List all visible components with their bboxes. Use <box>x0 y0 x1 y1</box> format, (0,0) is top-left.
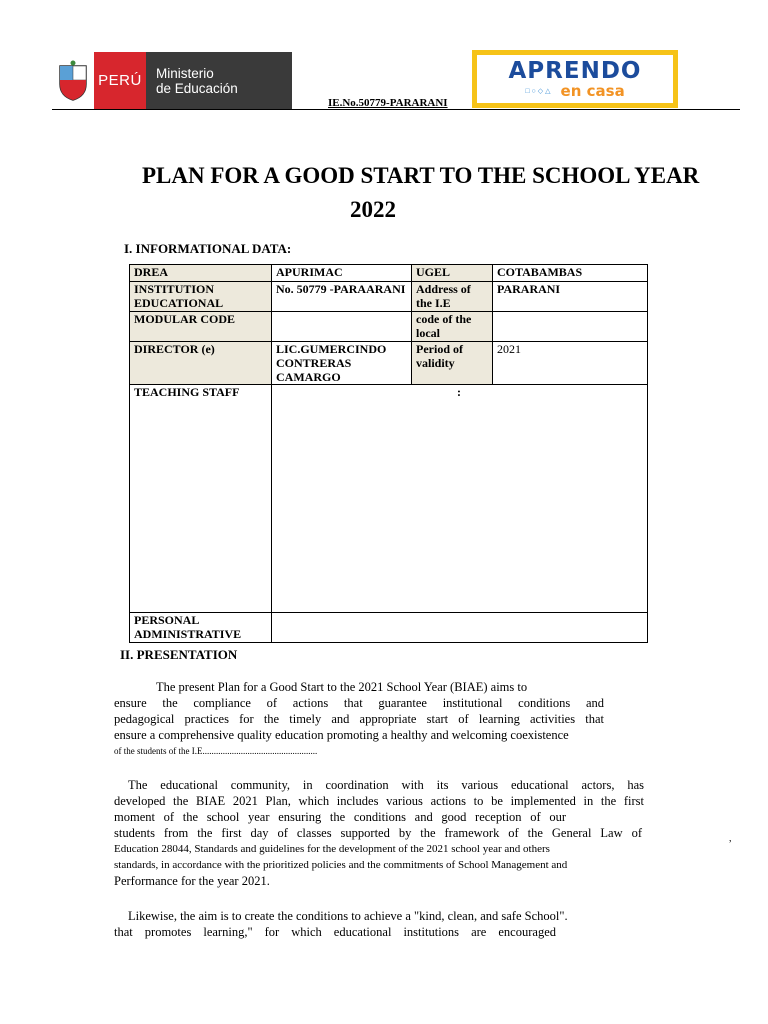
address-value: PARARANI <box>493 282 648 312</box>
table-row <box>130 282 648 312</box>
paragraph-line: of the students of the I.E................................................... <box>114 746 318 756</box>
paragraph-line: ensure the compliance of actions that guarantee institutional conditions and <box>114 696 604 710</box>
paragraph-line: Likewise, the aim is to create the conditions to achieve a "kind, clean, and safe School". <box>128 909 568 923</box>
table-row <box>130 613 648 643</box>
paragraph-line: standards, in accordance with the prioritized policies and the commitments of School Management and <box>114 859 568 871</box>
section-heading-presentation: II. PRESENTATION <box>120 647 238 662</box>
personal-administrative-label: PERSONAL ADMINISTRATIVE <box>130 613 272 643</box>
aprendo-subtitle: en casa <box>560 82 625 100</box>
personal-administrative-value <box>272 613 648 643</box>
document-title-year: 2022 <box>350 197 396 222</box>
ugel-label: UGEL <box>412 265 493 282</box>
school-code: IE.No.50779-PARARANI <box>328 97 448 109</box>
aprendo-en-casa-logo <box>472 50 678 108</box>
local-code-label: code of the local <box>412 312 493 342</box>
paragraph-line: The present Plan for a Good Start to the 2021 School Year (BIAE) aims to <box>156 680 528 694</box>
presentation-paragraph-3 <box>114 908 568 940</box>
paragraph-line: students from the first day of classes supported by the framework of the General Law of <box>114 826 642 840</box>
table-row <box>130 265 648 282</box>
ugel-value: COTABAMBAS <box>493 265 648 282</box>
table-row <box>130 312 648 342</box>
peru-label: PERÚ <box>94 52 146 109</box>
aprendo-title: APRENDO <box>508 58 642 84</box>
paragraph-line: that promotes learning," for which educational institutions are encouraged <box>114 925 556 939</box>
presentation-paragraph-2 <box>114 777 644 889</box>
paragraph-line: Performance for the year 2021. <box>114 874 270 888</box>
presentation-paragraph-1 <box>114 679 604 759</box>
paragraph-line: The educational community, in coordination with its various educational actors, has <box>128 778 644 792</box>
informational-data-table <box>129 264 648 643</box>
ministry-of-education-logo <box>52 52 292 109</box>
local-code-value <box>493 312 648 342</box>
director-value: LIC.GUMERCINDO CONTRERAS CAMARGO <box>272 342 412 385</box>
margin-mark: , <box>729 833 732 844</box>
modular-code-value <box>272 312 412 342</box>
document-title: PLAN FOR A GOOD START TO THE SCHOOL YEAR <box>142 163 700 188</box>
ministry-line-1: Ministerio <box>156 65 214 81</box>
header-divider <box>52 109 740 110</box>
table-row <box>130 385 648 613</box>
peru-coat-of-arms-icon <box>52 52 94 109</box>
modular-code-label: MODULAR CODE <box>130 312 272 342</box>
decorative-shapes-icon: □○◇△ <box>525 87 553 95</box>
paragraph-line: Education 28044, Standards and guidelines for the development of the 2021 school year and others <box>114 843 550 855</box>
director-label: DIRECTOR (e) <box>130 342 272 385</box>
ministry-line-2: de Educación <box>156 80 238 96</box>
period-label: Period of validity <box>412 342 493 385</box>
table-row <box>130 342 648 385</box>
address-label: Address of the I.E <box>412 282 493 312</box>
paragraph-line: moment of the school year ensuring the conditions and good reception of our <box>114 810 566 824</box>
institution-label: INSTITUTION EDUCATIONAL <box>130 282 272 312</box>
drea-label: DREA <box>130 265 272 282</box>
drea-value: APURIMAC <box>272 265 412 282</box>
teaching-staff-label: TEACHING STAFF <box>130 385 272 613</box>
institution-value: No. 50779 -PARAARANI <box>272 282 412 312</box>
paragraph-line: developed the BIAE 2021 Plan, which includes various actions to be implemented in the first <box>114 794 644 808</box>
section-heading-informational-data: I. INFORMATIONAL DATA: <box>124 241 292 256</box>
paragraph-line: pedagogical practices for the timely and appropriate start of learning activities that <box>114 712 604 726</box>
period-value: 2021 <box>493 342 648 385</box>
ministry-name <box>146 52 292 109</box>
paragraph-line: ensure a comprehensive quality education promoting a healthy and welcoming coexistence <box>114 728 569 742</box>
teaching-staff-value: : <box>272 385 648 613</box>
